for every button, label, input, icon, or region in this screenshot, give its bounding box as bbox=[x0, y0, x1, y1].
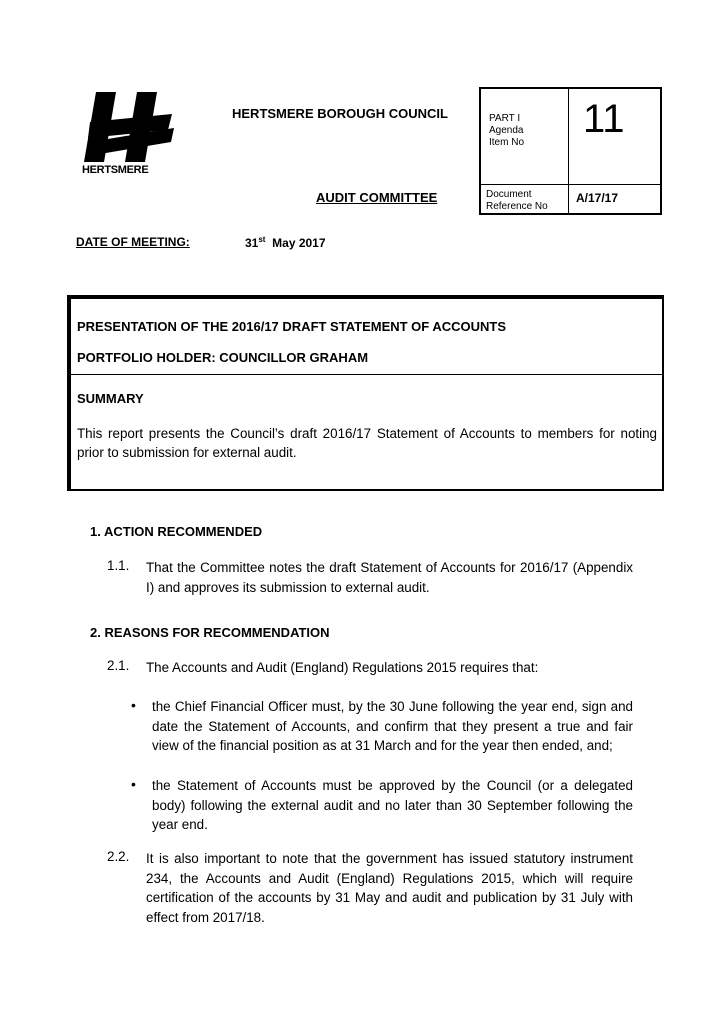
paragraph-1-1: That the Committee notes the draft Statement of Accounts for 2016/17 (Appendix I) and approves its submission to external audit. bbox=[146, 560, 633, 595]
agenda-item-number: 11 bbox=[583, 97, 625, 141]
meeting-date-value bbox=[245, 235, 326, 250]
refbox-divider-horizontal bbox=[481, 184, 660, 185]
docref-label-line1: Document bbox=[486, 189, 532, 200]
report-title: PRESENTATION OF THE 2016/17 DRAFT STATEMENT OF ACCOUNTS bbox=[77, 319, 507, 334]
meeting-month-year: May 2017 bbox=[272, 236, 326, 250]
refbox-divider-vertical bbox=[568, 89, 569, 213]
part-label-line3: Item No bbox=[489, 137, 525, 148]
docref-label-line2: Reference No bbox=[486, 201, 548, 212]
logo-wordmark: HERTSMERE bbox=[82, 164, 149, 176]
paragraph-number: 1.1. bbox=[107, 558, 130, 573]
meeting-day-suffix: st bbox=[258, 235, 266, 244]
part-label-line1: PART I bbox=[489, 113, 521, 124]
document-reference-label bbox=[486, 189, 548, 213]
section-heading-reasons: 2. REASONS FOR RECOMMENDATION bbox=[90, 625, 330, 640]
paragraph-number: 2.1. bbox=[107, 658, 130, 673]
paragraph-2-2: It is also important to note that the government has issued statutory instrument 234, the Accounts and Audit (England) Regulations 2015, which will require certification of the accounts by 31 May and audit and publication by 31 July with effect from 2017/18. bbox=[146, 851, 633, 925]
bullet-item-1: the Chief Financial Officer must, by the 30 June following the year end, sign and date the Statement of Accounts, and confirm that they present a true and fair view of the financial position as at 31 March and for the year then ended, and; bbox=[152, 699, 633, 753]
meeting-date-label: DATE OF MEETING: bbox=[76, 235, 190, 249]
section-heading-action: 1. ACTION RECOMMENDED bbox=[90, 524, 263, 539]
reference-box bbox=[479, 87, 662, 215]
portfolio-holder: PORTFOLIO HOLDER: COUNCILLOR GRAHAM bbox=[77, 350, 369, 365]
summary-box bbox=[67, 295, 664, 491]
paragraph-number: 2.2. bbox=[107, 849, 130, 864]
part-label-line2: Agenda bbox=[489, 125, 524, 136]
committee-name: AUDIT COMMITTEE bbox=[316, 190, 438, 205]
summary-text: This report presents the Council’s draft 2016/17 Statement of Accounts to members for noting prior to submission for external audit. bbox=[77, 426, 657, 460]
summary-heading: SUMMARY bbox=[77, 391, 144, 406]
part-label bbox=[489, 113, 524, 149]
document-reference-value: A/17/17 bbox=[576, 191, 619, 205]
paragraph-2-1: The Accounts and Audit (England) Regulations 2015 requires that: bbox=[146, 660, 539, 675]
council-name: HERTSMERE BOROUGH COUNCIL bbox=[232, 106, 448, 121]
bullet-icon: • bbox=[131, 776, 136, 792]
bullet-item-2: the Statement of Accounts must be approved by the Council (or a delegated body) following the external audit and no later than 30 September following the year end. bbox=[152, 778, 633, 832]
bullet-icon: • bbox=[131, 697, 136, 713]
meeting-day: 31 bbox=[245, 236, 259, 250]
summary-divider bbox=[71, 374, 662, 375]
